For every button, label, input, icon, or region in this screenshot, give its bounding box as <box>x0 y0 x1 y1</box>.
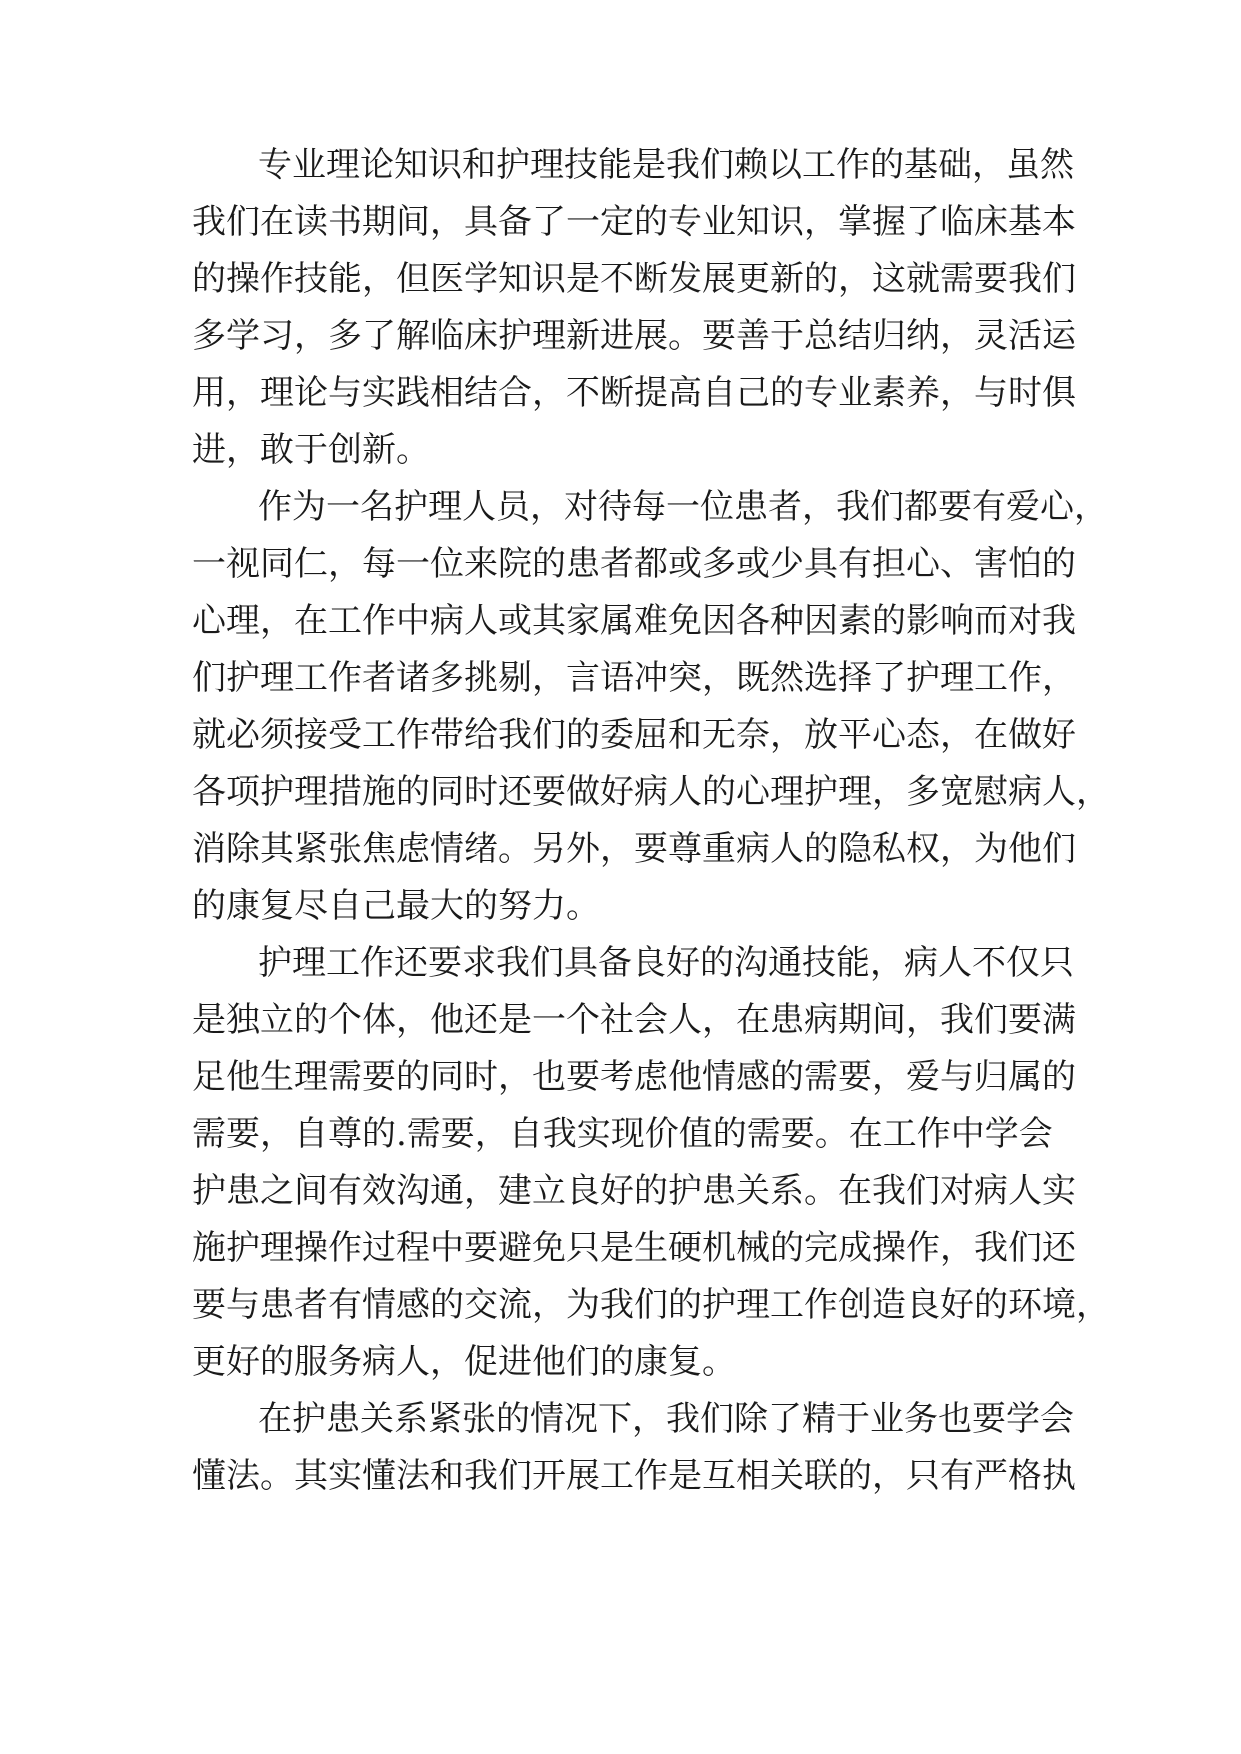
paragraph-2-line-8: 的康复尽自己最大的努力。 <box>192 886 600 926</box>
paragraph-1-line-1: 专业理论知识和护理技能是我们赖以工作的基础，虽然 <box>258 145 1074 185</box>
paragraph-1-line-6: 进，敢于创新。 <box>192 430 430 470</box>
paragraph-3-line-8: 更好的服务病人，促进他们的康复。 <box>192 1342 736 1382</box>
paragraph-4-line-1: 在护患关系紧张的情况下，我们除了精于业务也要学会 <box>258 1399 1074 1439</box>
paragraph-3-line-1: 护理工作还要求我们具备良好的沟通技能，病人不仅只 <box>258 943 1074 983</box>
paragraph-2-line-2: 一视同仁，每一位来院的患者都或多或少具有担心、害怕的 <box>192 544 1076 584</box>
paragraph-1-line-4: 多学习，多了解临床护理新进展。要善于总结归纳，灵活运 <box>192 316 1076 356</box>
paragraph-3-line-6: 施护理操作过程中要避免只是生硬机械的完成操作，我们还 <box>192 1228 1076 1268</box>
paragraph-2-line-5: 就必须接受工作带给我们的委屈和无奈，放平心态，在做好 <box>192 715 1076 755</box>
paragraph-1-line-5: 用，理论与实践相结合，不断提高自己的专业素养，与时俱 <box>192 373 1076 413</box>
paragraph-3-line-3: 足他生理需要的同时，也要考虑他情感的需要，爱与归属的 <box>192 1057 1076 1097</box>
paragraph-1-line-2: 我们在读书期间，具备了一定的专业知识，掌握了临床基本 <box>192 202 1076 242</box>
paragraph-2-line-7: 消除其紧张焦虑情绪。另外，要尊重病人的隐私权，为他们 <box>192 829 1076 869</box>
paragraph-3-line-4: 需要，自尊的.需要，自我实现价值的需要。在工作中学会 <box>192 1114 1053 1154</box>
paragraph-2-line-6: 各项护理措施的同时还要做好病人的心理护理，多宽慰病人， <box>192 772 1110 812</box>
paragraph-1-line-3: 的操作技能，但医学知识是不断发展更新的，这就需要我们 <box>192 259 1076 299</box>
paragraph-2-line-4: 们护理工作者诸多挑剔，言语冲突，既然选择了护理工作， <box>192 658 1076 698</box>
paragraph-3-line-5: 护患之间有效沟通，建立良好的护患关系。在我们对病人实 <box>192 1171 1076 1211</box>
paragraph-3-line-7: 要与患者有情感的交流，为我们的护理工作创造良好的环境， <box>192 1285 1110 1325</box>
paragraph-3-line-2: 是独立的个体，他还是一个社会人，在患病期间，我们要满 <box>192 1000 1076 1040</box>
paragraph-4-line-2: 懂法。其实懂法和我们开展工作是互相关联的，只有严格执 <box>192 1456 1076 1496</box>
paragraph-2-line-1: 作为一名护理人员，对待每一位患者，我们都要有爱心， <box>258 487 1108 527</box>
paragraph-2-line-3: 心理，在工作中病人或其家属难免因各种因素的影响而对我 <box>192 601 1076 641</box>
